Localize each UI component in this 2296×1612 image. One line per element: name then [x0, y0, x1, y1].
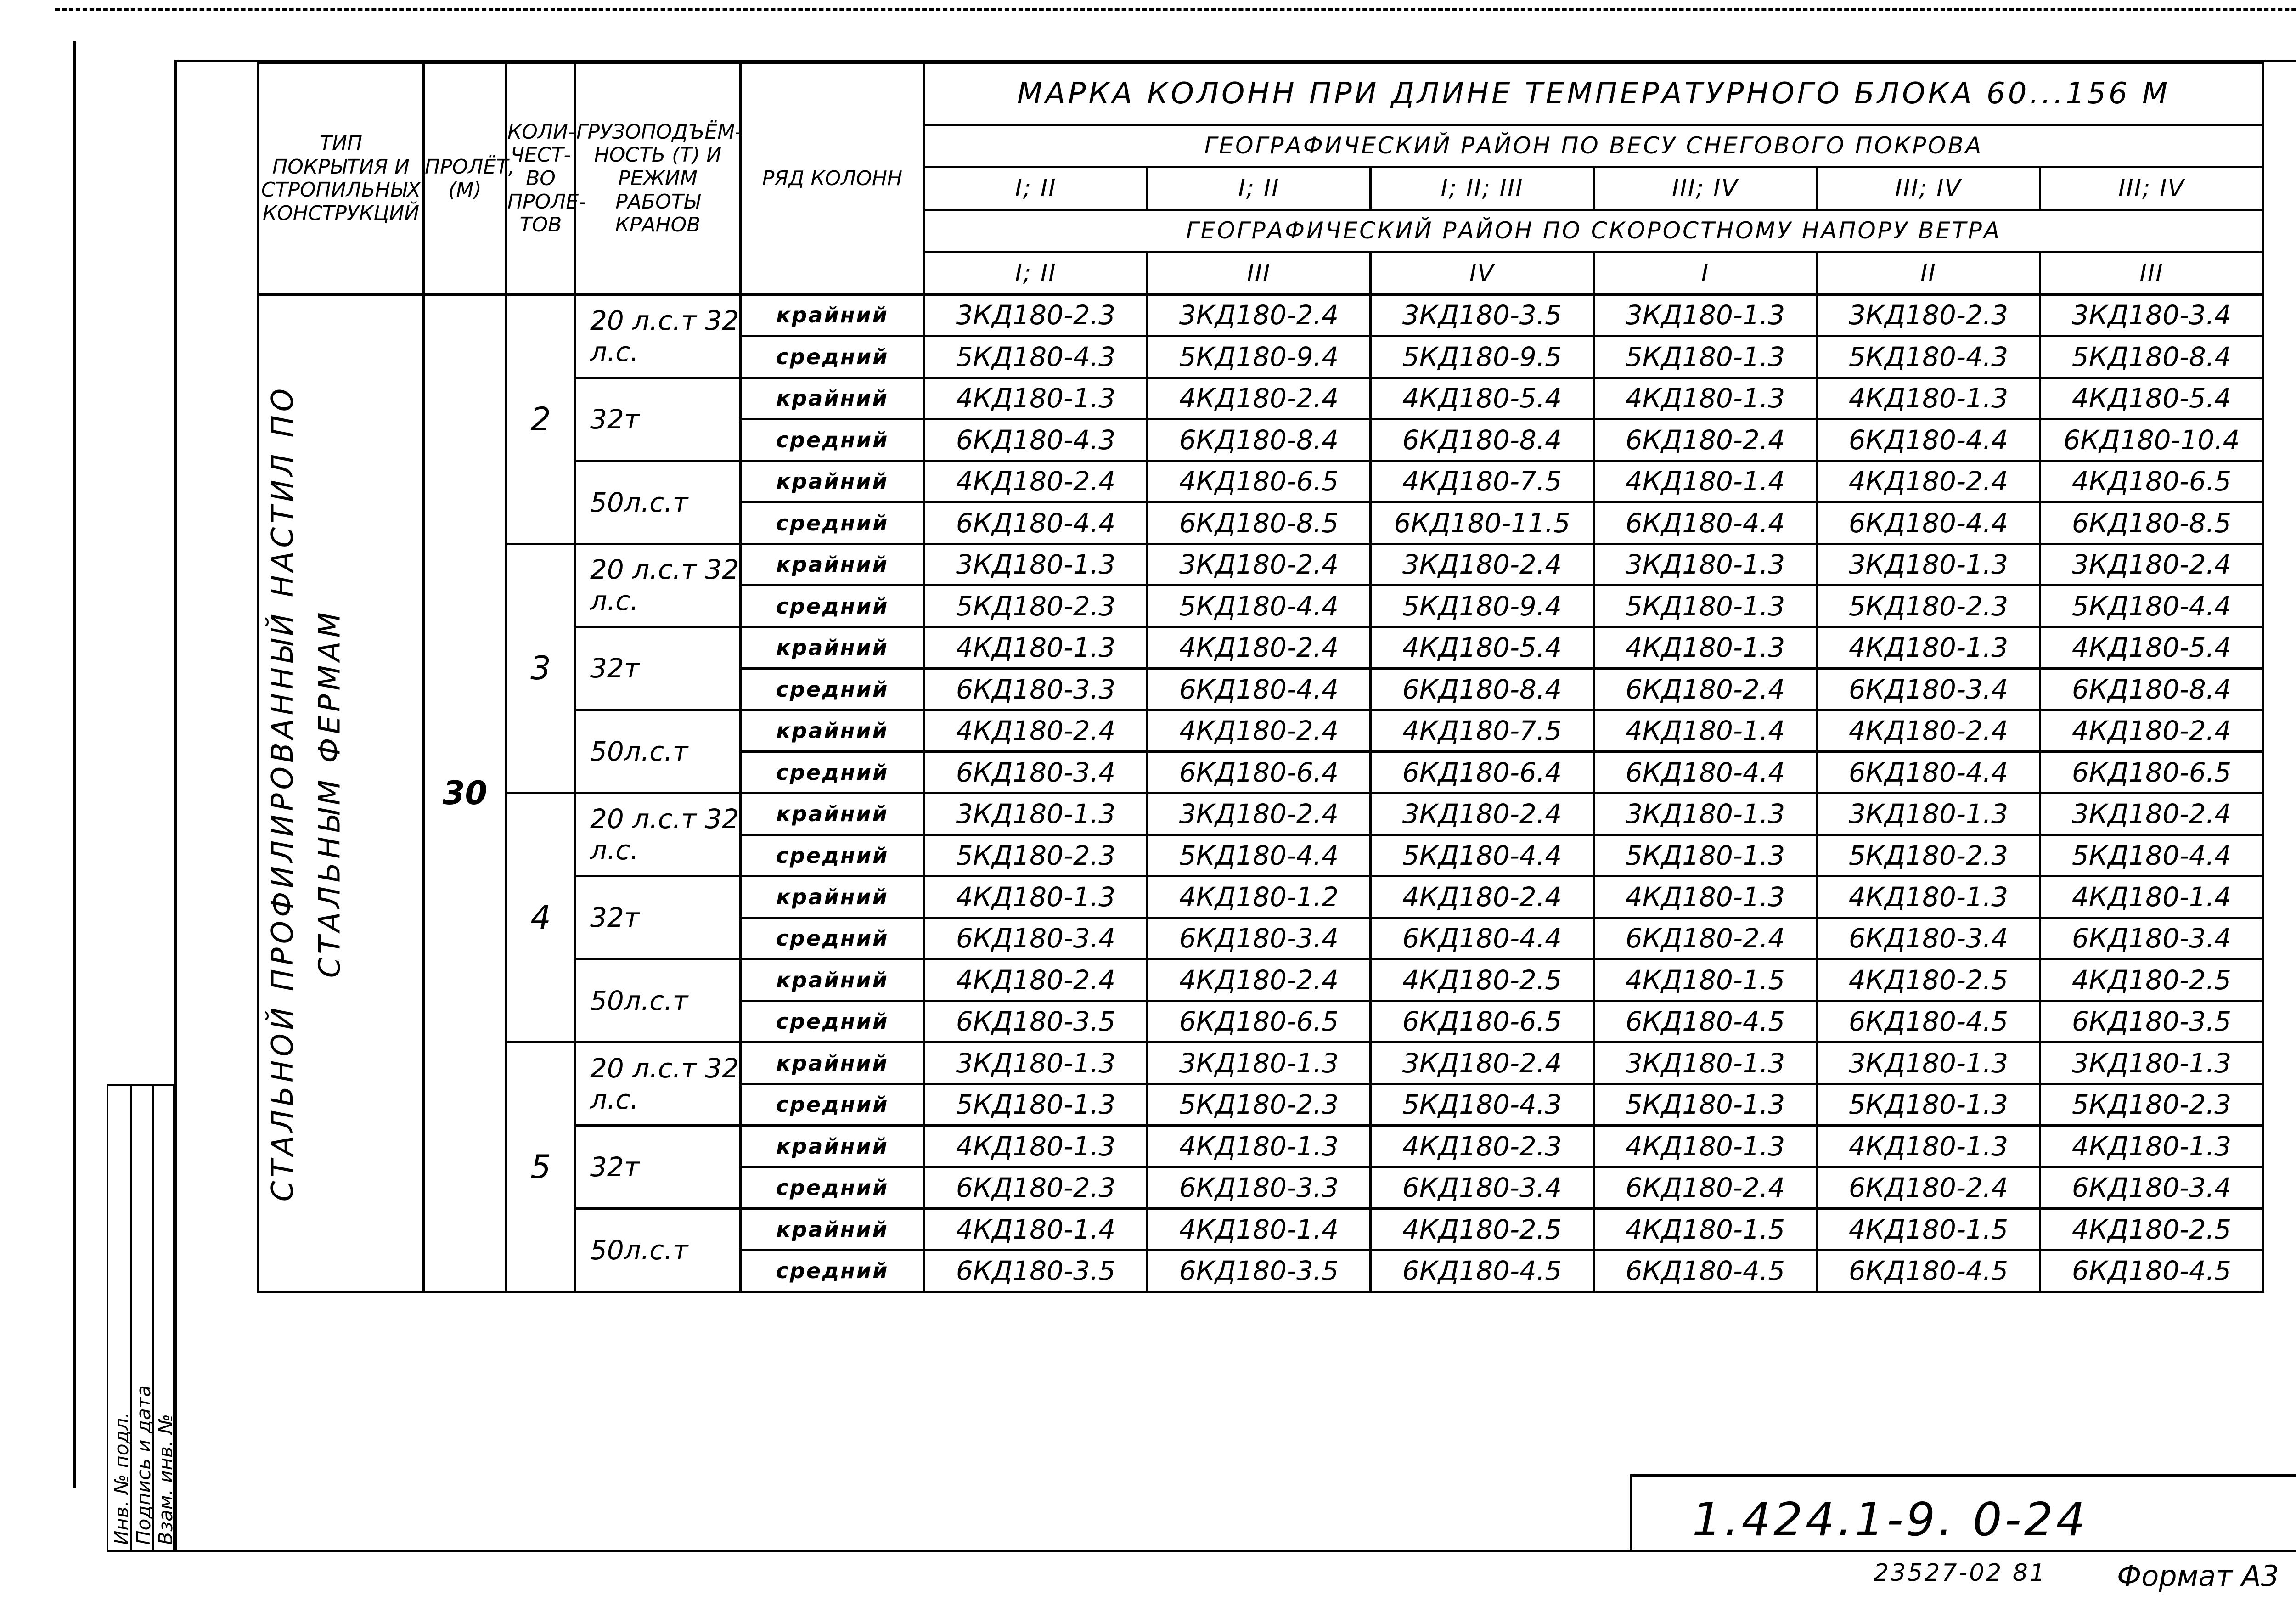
column-mark-cell: 4КД180-1.3: [1594, 876, 1817, 918]
column-mark-cell: 4КД180-2.4: [1148, 378, 1371, 419]
snow-region-cell: III; IV: [1594, 167, 1817, 210]
left-cut-line: [73, 41, 76, 1488]
column-mark-cell: 6КД180-10.4: [2040, 419, 2263, 461]
column-mark-cell: 6КД180-2.4: [1594, 1167, 1817, 1208]
column-mark-cell: 4КД180-2.4: [1148, 710, 1371, 751]
column-mark-cell: 4КД180-2.4: [1817, 461, 2040, 502]
column-mark-cell: 3КД180-1.3: [1817, 544, 2040, 585]
column-mark-cell: 3КД180-3.4: [2040, 294, 2263, 336]
column-mark-cell: 6КД180-2.4: [1594, 918, 1817, 959]
column-mark-cell: 5КД180-4.3: [1371, 1084, 1594, 1125]
crane-capacity-cell: 32т: [575, 1126, 741, 1209]
column-mark-cell: 6КД180-3.4: [1817, 918, 2040, 959]
column-mark-cell: 6КД180-6.5: [2040, 751, 2263, 793]
crane-capacity-cell: 20 л.с.т 32 л.с.: [575, 294, 741, 378]
column-row-type: средний: [741, 502, 924, 544]
cover-type-text: СТАЛЬНОЙ ПРОФИЛИРОВАННЫЙ НАСТИЛ ПО СТАЛЬНЫМ ФЕРМАМ: [266, 384, 347, 1202]
side-stamp-label: Подпись и дата: [132, 1385, 155, 1545]
column-mark-cell: 6КД180-8.4: [1371, 419, 1594, 461]
header-main-title: МАРКА КОЛОНН ПРИ ДЛИНЕ ТЕМПЕРАТУРНОГО БЛОКА 60...156 М: [924, 63, 2263, 125]
column-mark-cell: 6КД180-3.5: [924, 1001, 1148, 1042]
column-mark-cell: 4КД180-1.3: [1817, 1126, 2040, 1167]
column-mark-cell: 6КД180-4.4: [1371, 918, 1594, 959]
column-mark-cell: 3КД180-1.3: [1594, 793, 1817, 834]
column-mark-cell: 6КД180-4.4: [1148, 668, 1371, 710]
column-mark-cell: 6КД180-3.4: [2040, 918, 2263, 959]
document-code: 1.424.1-9. 0-24: [1692, 1493, 2088, 1546]
column-mark-cell: 4КД180-2.4: [2040, 710, 2263, 751]
column-row-type: крайний: [741, 959, 924, 1001]
order-number: 23527-02 81: [1874, 1559, 2047, 1587]
column-mark-cell: 6КД180-4.5: [2040, 1250, 2263, 1292]
column-mark-cell: 4КД180-1.3: [924, 1126, 1148, 1167]
column-row-type: средний: [741, 1001, 924, 1042]
crane-capacity-cell: 50л.с.т: [575, 1209, 741, 1292]
column-mark-cell: 4КД180-1.2: [1148, 876, 1371, 918]
column-mark-cell: 4КД180-2.4: [924, 710, 1148, 751]
column-mark-cell: 4КД180-1.3: [1594, 627, 1817, 668]
column-mark-cell: 6КД180-3.5: [1148, 1250, 1371, 1292]
column-mark-cell: 4КД180-6.5: [1148, 461, 1371, 502]
column-mark-cell: 6КД180-4.4: [1594, 502, 1817, 544]
column-row-type: средний: [741, 419, 924, 461]
column-mark-cell: 5КД180-2.3: [1148, 1084, 1371, 1125]
header-span: ПРОЛЁТ, (М): [424, 63, 506, 295]
span-count-value: 3: [506, 544, 575, 793]
column-row-type: крайний: [741, 378, 924, 419]
column-mark-cell: 3КД180-1.3: [2040, 1043, 2263, 1084]
column-mark-cell: 3КД180-2.4: [2040, 793, 2263, 834]
column-mark-cell: 5КД180-9.5: [1371, 336, 1594, 378]
snow-region-cell: I; II: [1148, 167, 1371, 210]
column-mark-cell: 6КД180-3.3: [924, 668, 1148, 710]
snow-region-cell: III; IV: [2040, 167, 2263, 210]
span-value: 30: [424, 294, 506, 1291]
column-mark-cell: 6КД180-11.5: [1371, 502, 1594, 544]
table-row: [259, 294, 2263, 336]
column-mark-cell: 4КД180-1.3: [1817, 627, 2040, 668]
column-row-type: средний: [741, 1250, 924, 1292]
column-mark-cell: 4КД180-2.4: [924, 461, 1148, 502]
column-row-type: крайний: [741, 1043, 924, 1084]
snow-region-cell: I; II; III: [1371, 167, 1594, 210]
column-mark-cell: 5КД180-4.3: [1817, 336, 2040, 378]
column-mark-cell: 4КД180-2.5: [1817, 959, 2040, 1001]
column-mark-cell: 4КД180-1.4: [924, 1209, 1148, 1250]
table-row: [259, 793, 2263, 834]
wind-region-cell: I: [1594, 252, 1817, 295]
wind-region-cell: II: [1817, 252, 2040, 295]
column-mark-cell: 4КД180-1.3: [924, 627, 1148, 668]
crane-capacity-cell: 50л.с.т: [575, 710, 741, 793]
column-mark-cell: 5КД180-4.4: [2040, 834, 2263, 876]
column-mark-cell: 4КД180-2.5: [1371, 1209, 1594, 1250]
column-mark-cell: 5КД180-1.3: [1817, 1084, 2040, 1125]
wind-region-cell: III: [1148, 252, 1371, 295]
wind-region-cell: IV: [1371, 252, 1594, 295]
column-mark-cell: 6КД180-3.5: [924, 1250, 1148, 1292]
column-mark-cell: 4КД180-2.4: [924, 959, 1148, 1001]
column-mark-cell: 6КД180-4.4: [1817, 751, 2040, 793]
column-mark-cell: 4КД180-1.3: [1594, 1126, 1817, 1167]
crane-capacity-cell: 50л.с.т: [575, 959, 741, 1043]
column-mark-cell: 5КД180-4.4: [2040, 585, 2263, 626]
column-mark-cell: 4КД180-2.4: [1817, 710, 2040, 751]
column-mark-cell: 4КД180-5.4: [2040, 378, 2263, 419]
column-row-type: средний: [741, 834, 924, 876]
column-mark-cell: 4КД180-5.4: [2040, 627, 2263, 668]
snow-region-cell: III; IV: [1817, 167, 2040, 210]
column-mark-cell: 4КД180-1.3: [924, 378, 1148, 419]
column-mark-cell: 5КД180-2.3: [924, 834, 1148, 876]
column-mark-cell: 6КД180-8.5: [1148, 502, 1371, 544]
column-row-type: средний: [741, 336, 924, 378]
column-mark-cell: 6КД180-3.4: [1371, 1167, 1594, 1208]
column-mark-cell: 4КД180-2.5: [1371, 959, 1594, 1001]
column-mark-cell: 5КД180-2.3: [1817, 585, 2040, 626]
column-mark-cell: 4КД180-6.5: [2040, 461, 2263, 502]
column-mark-cell: 3КД180-1.3: [1594, 294, 1817, 336]
column-mark-cell: 6КД180-8.4: [2040, 668, 2263, 710]
column-mark-cell: 6КД180-2.4: [1817, 1167, 2040, 1208]
column-mark-cell: 3КД180-2.3: [1817, 294, 2040, 336]
crane-capacity-cell: 20 л.с.т 32 л.с.: [575, 793, 741, 876]
column-mark-cell: 6КД180-6.5: [1148, 1001, 1371, 1042]
column-mark-cell: 6КД180-8.5: [2040, 502, 2263, 544]
column-row-type: крайний: [741, 710, 924, 751]
column-mark-cell: 4КД180-1.5: [1817, 1209, 2040, 1250]
column-mark-cell: 3КД180-1.3: [924, 793, 1148, 834]
header-span-count: КОЛИ-ЧЕСТ-ВО ПРОЛЕ-ТОВ: [506, 63, 575, 295]
column-mark-cell: 6КД180-4.5: [1817, 1001, 2040, 1042]
column-row-type: крайний: [741, 1126, 924, 1167]
column-mark-cell: 4КД180-2.4: [1371, 876, 1594, 918]
column-mark-cell: 5КД180-1.3: [1594, 834, 1817, 876]
table-row: [259, 544, 2263, 585]
column-mark-cell: 3КД180-2.4: [1371, 793, 1594, 834]
crane-capacity-cell: 20 л.с.т 32 л.с.: [575, 1043, 741, 1126]
column-row-type: крайний: [741, 793, 924, 834]
column-mark-cell: 4КД180-1.3: [1817, 876, 2040, 918]
span-count-value: 5: [506, 1043, 575, 1292]
column-mark-cell: 5КД180-4.4: [1371, 834, 1594, 876]
column-mark-cell: 4КД180-2.4: [1148, 627, 1371, 668]
top-cut-line: [55, 8, 2296, 11]
column-row-type: средний: [741, 918, 924, 959]
column-mark-cell: 6КД180-6.5: [1371, 1001, 1594, 1042]
column-row-type: крайний: [741, 1209, 924, 1250]
column-mark-cell: 5КД180-1.3: [1594, 585, 1817, 626]
column-mark-cell: 6КД180-3.4: [1148, 918, 1371, 959]
header-cover-type: ТИП ПОКРЫТИЯ И СТРОПИЛЬНЫХ КОНСТРУКЦИЙ: [259, 63, 424, 295]
column-marks-table: [257, 62, 2264, 1293]
column-mark-cell: 6КД180-3.4: [1817, 668, 2040, 710]
crane-capacity-cell: 50л.с.т: [575, 461, 741, 544]
column-mark-cell: 6КД180-4.5: [1594, 1001, 1817, 1042]
column-mark-cell: 5КД180-9.4: [1148, 336, 1371, 378]
column-mark-cell: 6КД180-4.3: [924, 419, 1148, 461]
column-mark-cell: 6КД180-4.4: [1817, 502, 2040, 544]
crane-capacity-cell: 20 л.с.т 32 л.с.: [575, 544, 741, 627]
column-mark-cell: 5КД180-2.3: [2040, 1084, 2263, 1125]
column-mark-cell: 5КД180-9.4: [1371, 585, 1594, 626]
column-mark-cell: 6КД180-2.4: [1594, 668, 1817, 710]
column-row-type: крайний: [741, 627, 924, 668]
column-row-type: средний: [741, 1084, 924, 1125]
header-crane-capacity: ГРУЗОПОДЪЁМ-НОСТЬ (Т) И РЕЖИМ РАБОТЫ КРАНОВ: [575, 63, 741, 295]
span-count-value: 4: [506, 793, 575, 1043]
column-mark-cell: 6КД180-3.4: [924, 918, 1148, 959]
column-mark-cell: 4КД180-1.3: [924, 876, 1148, 918]
column-mark-cell: 4КД180-2.3: [1371, 1126, 1594, 1167]
column-mark-cell: 6КД180-8.4: [1148, 419, 1371, 461]
column-mark-cell: 3КД180-2.3: [924, 294, 1148, 336]
column-mark-cell: 5КД180-2.3: [1817, 834, 2040, 876]
column-row-type: крайний: [741, 544, 924, 585]
column-mark-cell: 3КД180-2.4: [1148, 544, 1371, 585]
column-mark-cell: 3КД180-1.3: [924, 544, 1148, 585]
column-mark-cell: 4КД180-7.5: [1371, 710, 1594, 751]
column-mark-cell: 4КД180-1.3: [2040, 1126, 2263, 1167]
column-mark-cell: 4КД180-1.4: [1148, 1209, 1371, 1250]
column-mark-cell: 6КД180-3.4: [924, 751, 1148, 793]
column-mark-cell: 5КД180-2.3: [924, 585, 1148, 626]
column-mark-cell: 5КД180-1.3: [1594, 336, 1817, 378]
column-mark-cell: 4КД180-1.3: [1817, 378, 2040, 419]
column-mark-cell: 6КД180-3.4: [2040, 1167, 2263, 1208]
cover-type-cell: [259, 294, 424, 1291]
column-mark-cell: 4КД180-1.3: [1594, 378, 1817, 419]
column-mark-cell: 6КД180-4.4: [1817, 419, 2040, 461]
column-mark-cell: 6КД180-4.5: [1371, 1250, 1594, 1292]
column-mark-cell: 5КД180-4.4: [1148, 834, 1371, 876]
column-mark-cell: 6КД180-2.3: [924, 1167, 1148, 1208]
column-row-type: средний: [741, 585, 924, 626]
column-mark-cell: 3КД180-2.4: [1371, 544, 1594, 585]
column-mark-cell: 4КД180-2.4: [1148, 959, 1371, 1001]
header-column-row: РЯД КОЛОНН: [741, 63, 924, 295]
column-mark-cell: 3КД180-2.4: [1148, 793, 1371, 834]
title-block: [1630, 1474, 2296, 1552]
column-mark-cell: 6КД180-6.4: [1371, 751, 1594, 793]
column-mark-cell: 3КД180-2.4: [1148, 294, 1371, 336]
column-mark-cell: 5КД180-1.3: [1594, 1084, 1817, 1125]
column-mark-cell: 3КД180-2.4: [1371, 1043, 1594, 1084]
paper-format: Формат А3: [2117, 1559, 2279, 1593]
column-row-type: средний: [741, 1167, 924, 1208]
column-row-type: крайний: [741, 461, 924, 502]
column-mark-cell: 6КД180-4.4: [1594, 751, 1817, 793]
wind-region-cell: III: [2040, 252, 2263, 295]
column-mark-cell: 5КД180-4.3: [924, 336, 1148, 378]
column-mark-cell: 3КД180-3.5: [1371, 294, 1594, 336]
column-mark-cell: 6КД180-4.5: [1594, 1250, 1817, 1292]
column-mark-cell: 4КД180-2.5: [2040, 959, 2263, 1001]
column-mark-cell: 3КД180-1.3: [1817, 1043, 2040, 1084]
table-row: [259, 1043, 2263, 1084]
header-wind-title: ГЕОГРАФИЧЕСКИЙ РАЙОН ПО СКОРОСТНОМУ НАПОРУ ВЕТРА: [924, 209, 2263, 252]
crane-capacity-cell: 32т: [575, 378, 741, 461]
column-mark-cell: 4КД180-2.5: [2040, 1209, 2263, 1250]
crane-capacity-cell: 32т: [575, 627, 741, 710]
column-mark-cell: 6КД180-8.4: [1371, 668, 1594, 710]
column-mark-cell: 3КД180-1.3: [1817, 793, 2040, 834]
column-mark-cell: 4КД180-1.5: [1594, 959, 1817, 1001]
column-mark-cell: 3КД180-2.4: [2040, 544, 2263, 585]
column-mark-cell: 4КД180-1.4: [1594, 461, 1817, 502]
column-mark-cell: 6КД180-6.4: [1148, 751, 1371, 793]
column-row-type: крайний: [741, 294, 924, 336]
header-snow-title: ГЕОГРАФИЧЕСКИЙ РАЙОН ПО ВЕСУ СНЕГОВОГО ПОКРОВА: [924, 124, 2263, 167]
wind-region-cell: I; II: [924, 252, 1148, 295]
column-mark-cell: 5КД180-8.4: [2040, 336, 2263, 378]
crane-capacity-cell: 32т: [575, 876, 741, 959]
side-stamp-label: Инв. № подл.: [110, 1412, 133, 1545]
span-count-value: 2: [506, 294, 575, 544]
side-stamp-label: Взам. инв. №: [154, 1414, 177, 1545]
column-mark-cell: 6КД180-2.4: [1594, 419, 1817, 461]
column-mark-cell: 3КД180-1.3: [1148, 1043, 1371, 1084]
column-mark-cell: 3КД180-1.3: [1594, 544, 1817, 585]
column-mark-cell: 3КД180-1.3: [1594, 1043, 1817, 1084]
column-mark-cell: 4КД180-5.4: [1371, 378, 1594, 419]
column-mark-cell: 3КД180-1.3: [924, 1043, 1148, 1084]
column-mark-cell: 4КД180-5.4: [1371, 627, 1594, 668]
column-mark-cell: 6КД180-4.4: [924, 502, 1148, 544]
column-mark-cell: 6КД180-3.3: [1148, 1167, 1371, 1208]
column-mark-cell: 4КД180-1.4: [2040, 876, 2263, 918]
column-mark-cell: 6КД180-3.5: [2040, 1001, 2263, 1042]
column-mark-cell: 4КД180-1.5: [1594, 1209, 1817, 1250]
column-row-type: средний: [741, 668, 924, 710]
column-mark-cell: 6КД180-4.5: [1817, 1250, 2040, 1292]
snow-region-cell: I; II: [924, 167, 1148, 210]
column-mark-cell: 4КД180-1.4: [1594, 710, 1817, 751]
column-mark-cell: 5КД180-4.4: [1148, 585, 1371, 626]
column-row-type: крайний: [741, 876, 924, 918]
side-stamp: [107, 1084, 177, 1552]
column-mark-cell: 4КД180-7.5: [1371, 461, 1594, 502]
column-mark-cell: 4КД180-1.3: [1148, 1126, 1371, 1167]
column-mark-cell: 5КД180-1.3: [924, 1084, 1148, 1125]
column-row-type: средний: [741, 751, 924, 793]
